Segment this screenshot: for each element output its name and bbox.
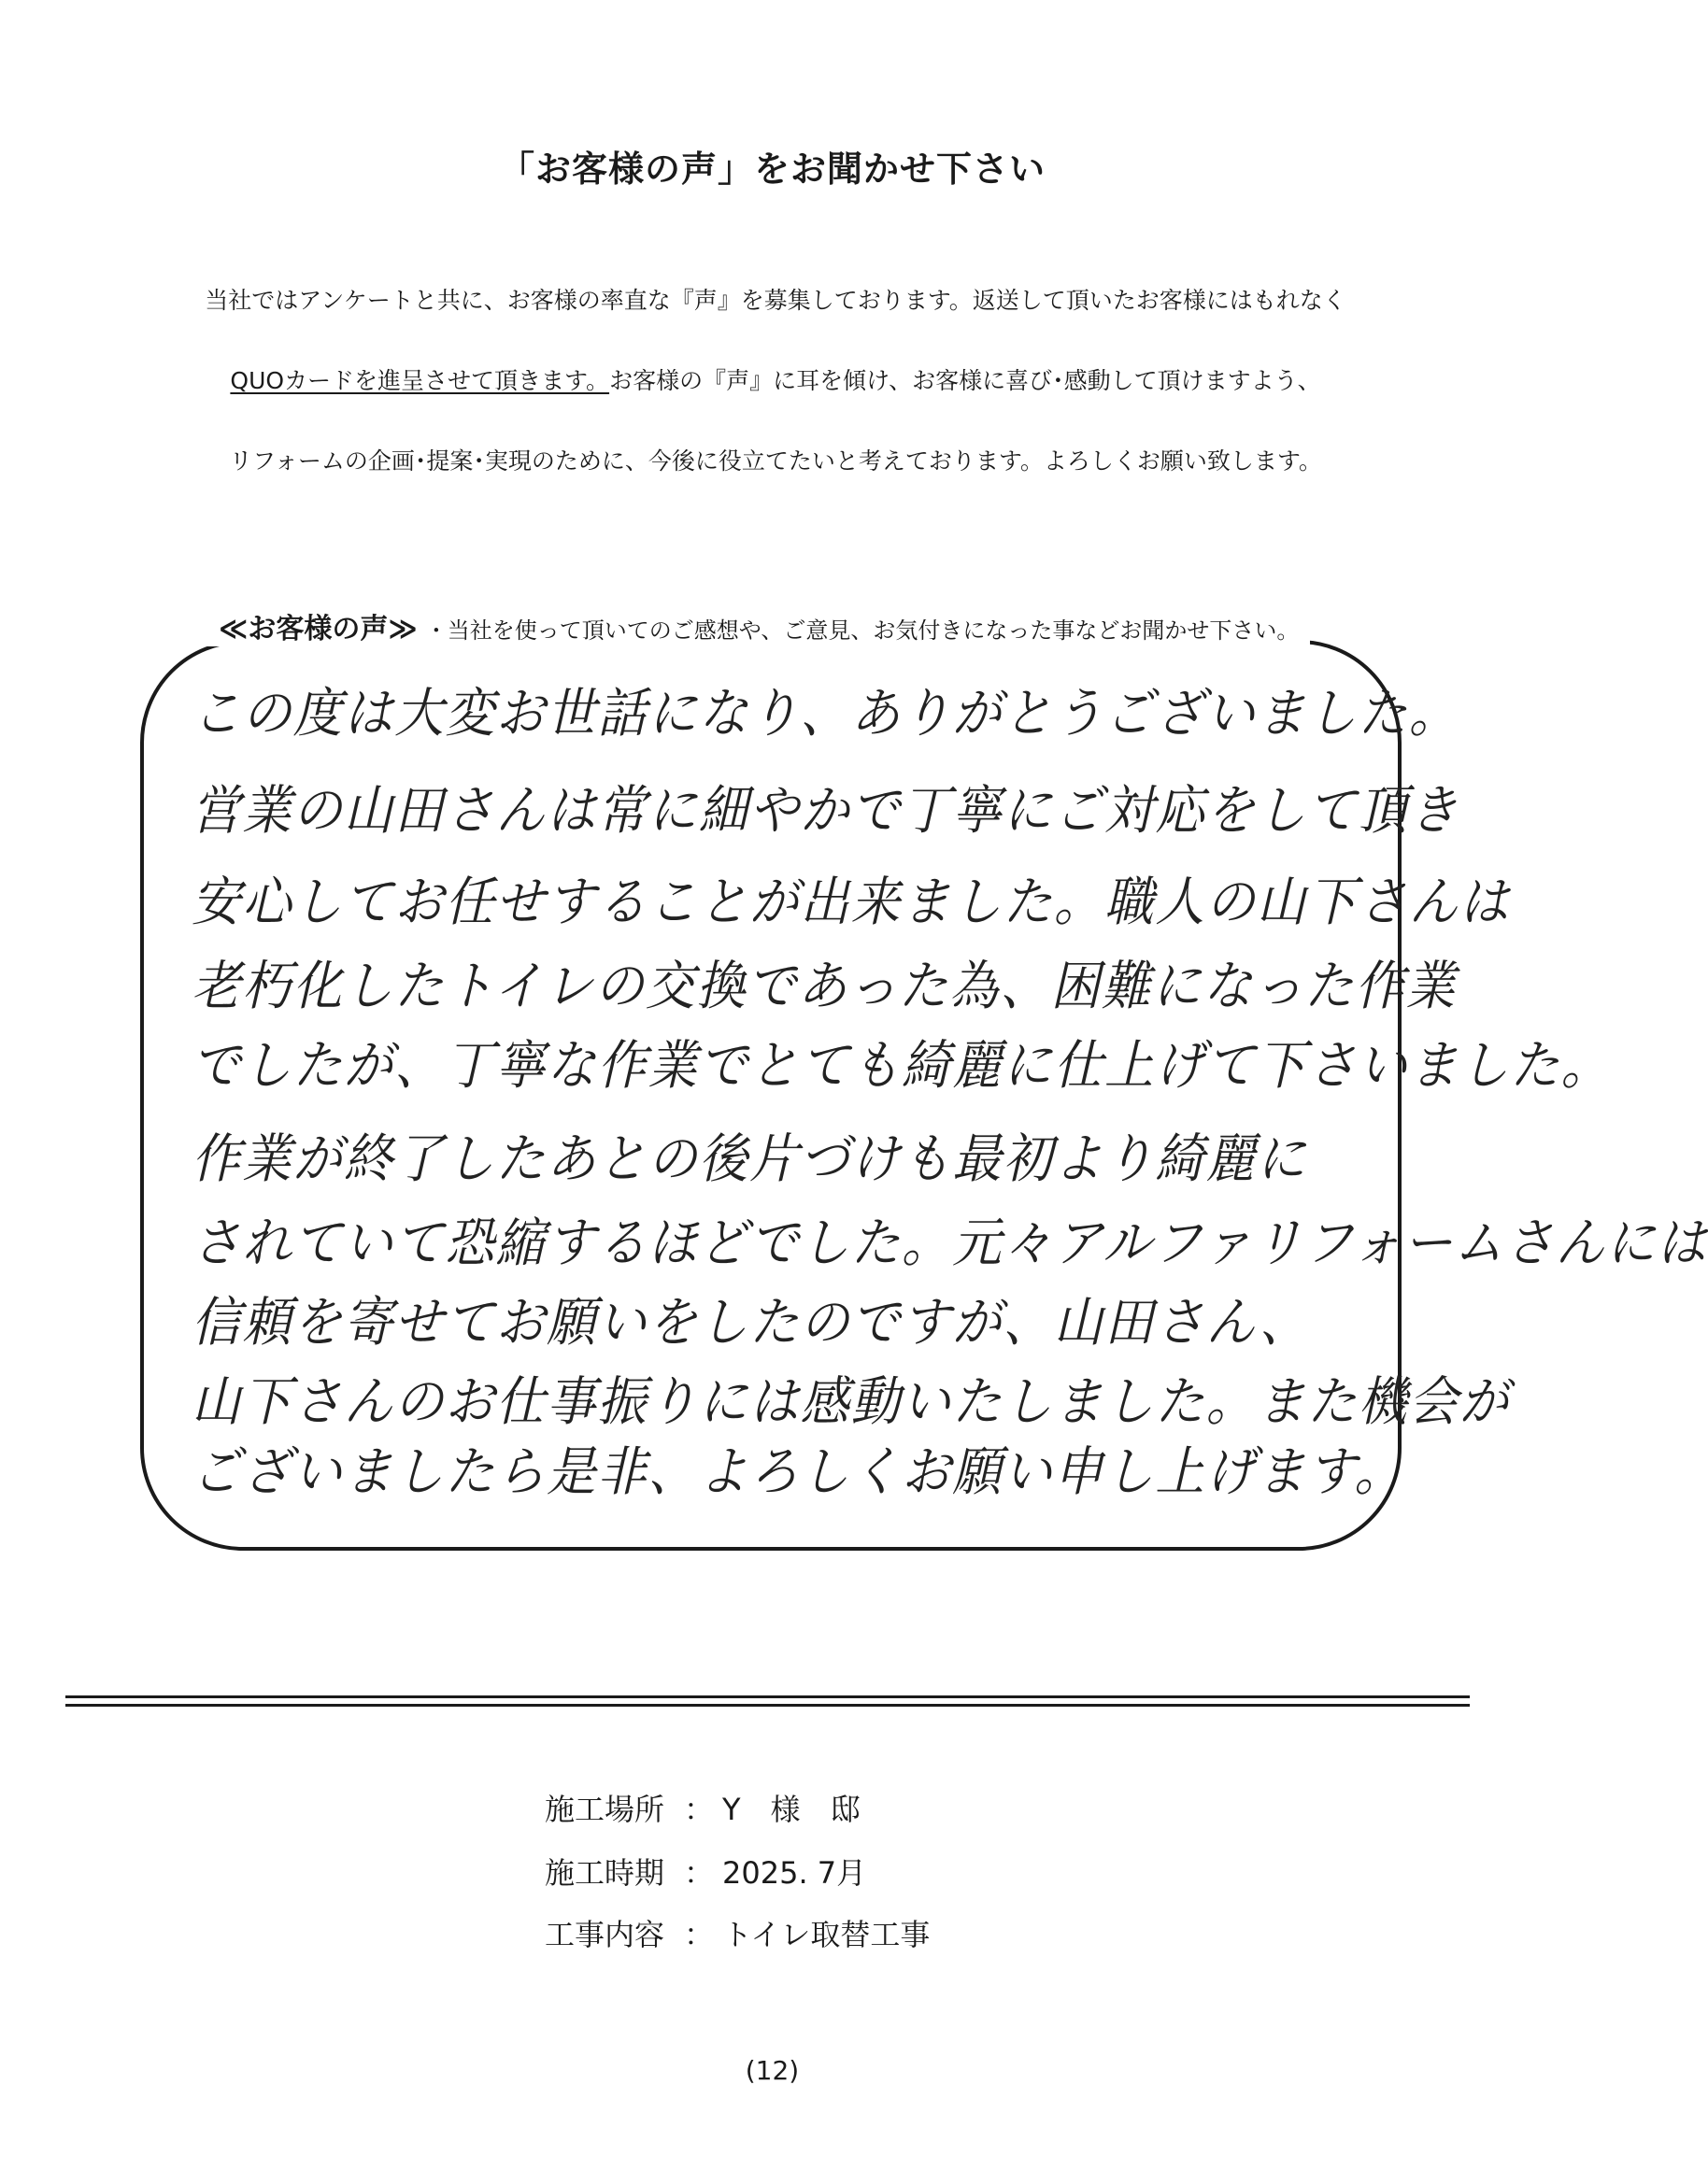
- divider-line: [65, 1704, 1470, 1707]
- divider-line: [65, 1695, 1470, 1698]
- content-value: トイレ取替工事: [722, 1917, 931, 1952]
- intro-line-3: リフォームの企画･提案･実現のために、今後に役立てたいと考えております。よろしくお願い致します。: [229, 447, 1322, 475]
- page-title: 「お客様の声」をお聞かせ下さい: [498, 149, 1046, 190]
- handwritten-line: 信頼を寄せてお願いをしたのですが、山田さん、: [192, 1292, 1311, 1354]
- info-row-period: [545, 1850, 866, 1893]
- voice-box-instruction: ・当社を使って頂いてのご感想や、ご意見、お気付きになった事などお聞かせ下さい。: [424, 617, 1300, 644]
- handwritten-line: 安心してお任せすることが出来ました。職人の山下さんは: [192, 872, 1511, 933]
- intro-line-2: [121, 362, 1430, 396]
- handwritten-line: 老朽化したトイレの交換であった為、困難になった作業: [192, 956, 1457, 1017]
- intro-line-2-rest: お客様の『声』に耳を傾け、お客様に喜び･感動して頂けますよう、: [609, 367, 1321, 394]
- separator: ：: [683, 1855, 714, 1891]
- handwritten-line: この度は大変お世話になり、ありがとうございました。: [192, 683, 1459, 745]
- location-value: Y 様 邸: [722, 1792, 861, 1827]
- handwritten-line: されていて恐縮するほどでした。元々アルファリフォームさんには: [192, 1213, 1708, 1274]
- handwritten-line: ございましたら是非、よろしくお願い申し上げます。: [192, 1441, 1405, 1503]
- handwritten-line: 営業の山田さんは常に細やかで丁寧にご対応をして頂き: [192, 780, 1459, 842]
- separator: ：: [683, 1917, 714, 1952]
- quo-card-notice: QUOカードを進呈させて頂きます。: [230, 367, 610, 394]
- period-value: 2025. 7月: [722, 1855, 867, 1891]
- voice-box-label: ≪お客様の声≫: [219, 613, 418, 645]
- location-label: 施工場所: [545, 1792, 665, 1827]
- content-label: 工事内容: [545, 1917, 665, 1952]
- info-row-location: [545, 1786, 861, 1829]
- info-row-content: [545, 1911, 930, 1954]
- intro-line-1: 当社ではアンケートと共に、お客様の率直な『声』を募集しております。返送して頂いたお客様にはもれなく: [205, 287, 1346, 314]
- handwritten-line: 山下さんのお仕事振りには感動いたしました。また機会が: [192, 1371, 1511, 1433]
- handwritten-line: 作業が終了したあとの後片づけも最初より綺麗に: [192, 1128, 1308, 1190]
- period-label: 施工時期: [545, 1855, 665, 1891]
- separator: ：: [683, 1792, 714, 1827]
- voice-box-header: [207, 605, 1310, 646]
- page-number: (12): [745, 2055, 800, 2086]
- handwritten-line: でしたが、丁寧な作業でとても綺麗に仕上げて下さいました。: [192, 1035, 1612, 1097]
